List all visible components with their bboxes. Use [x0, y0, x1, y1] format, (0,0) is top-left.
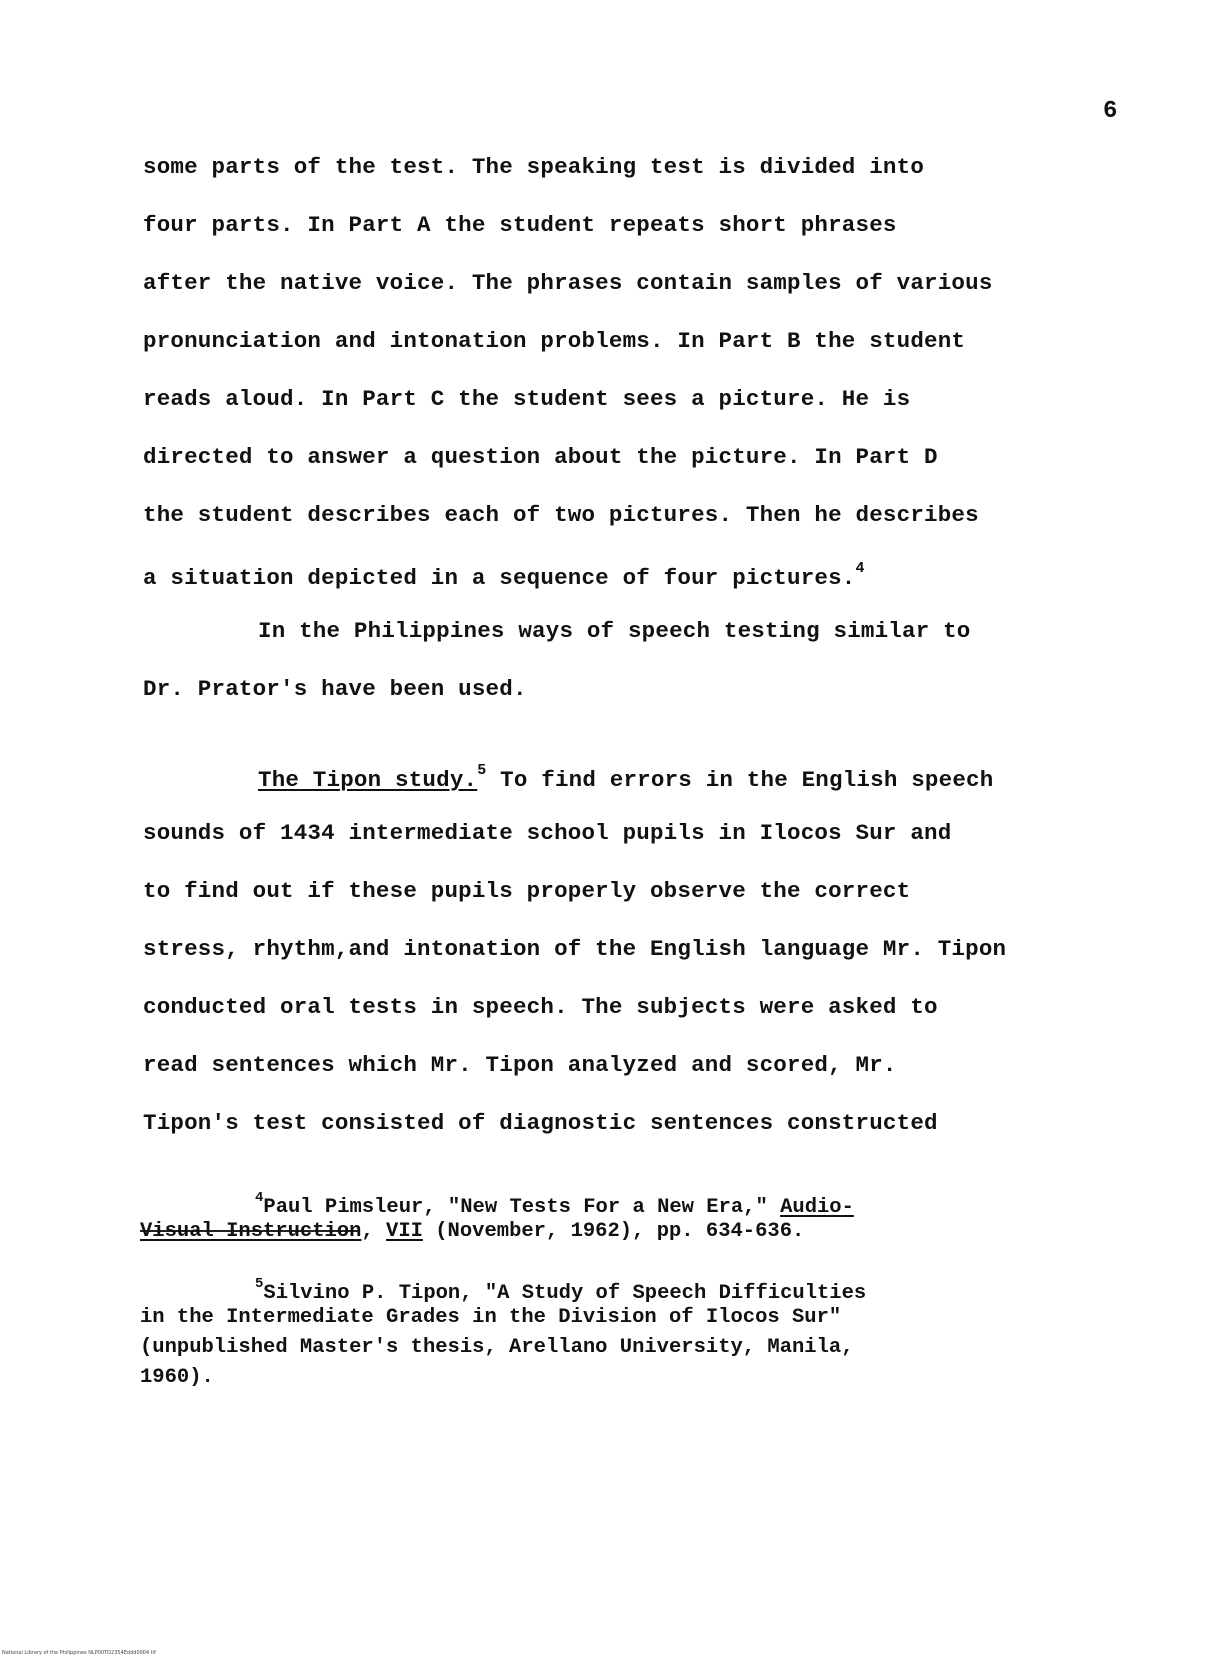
section-line: sounds of 1434 intermediate school pupils in Ilocos Sur and [143, 820, 952, 846]
page-number: 6 [1103, 98, 1118, 125]
paragraph-line: after the native voice. The phrases contain samples of various [143, 270, 993, 296]
section-line: to find out if these pupils properly observe the correct [143, 878, 911, 904]
footnote-ref-5: 5 [477, 762, 487, 779]
body-text [143, 0, 1173, 1658]
footnote-number: 5 [255, 1276, 264, 1292]
section-line: Tipon's test consisted of diagnostic sentences constructed [143, 1110, 938, 1136]
paragraph-line: some parts of the test. The speaking test is divided into [143, 154, 925, 180]
footnote-text: Paul Pimsleur, "New Tests For a New Era," [263, 1196, 781, 1219]
footnote-line [140, 1220, 804, 1243]
paragraph-line: In the Philippines ways of speech testing similar to [258, 618, 971, 644]
footnote-line [255, 1190, 854, 1219]
footnote-line: in the Intermediate Grades in the Division of Ilocos Sur" [140, 1306, 842, 1329]
footnote-text: Silvino P. Tipon, "A Study of Speech Difficulties [263, 1282, 867, 1305]
paragraph-line: Dr. Prator's have been used. [143, 676, 527, 702]
paragraph-text: a situation depicted in a sequence of four pictures. [143, 565, 856, 591]
paragraph-line: pronunciation and intonation problems. In Part B the student [143, 328, 966, 354]
footnote-line: (unpublished Master's thesis, Arellano University, Manila, [140, 1336, 854, 1359]
paragraph-line: the student describes each of two pictures. Then he describes [143, 502, 979, 528]
section-first-line [258, 762, 993, 793]
footnote-text: (November, 1962), pp. 634-636. [422, 1220, 805, 1243]
footnote-number: 4 [255, 1190, 264, 1206]
paragraph-line: four parts. In Part A the student repeats short phrases [143, 212, 897, 238]
section-line: stress, rhythm,and intonation of the English language Mr. Tipon [143, 936, 1007, 962]
paragraph-line: directed to answer a question about the picture. In Part D [143, 444, 938, 470]
footnote-volume: VII [386, 1220, 423, 1243]
paragraph-line-last [143, 560, 865, 591]
footnote-title: Visual Instruction [140, 1220, 362, 1243]
footnote-text: , [361, 1220, 387, 1243]
section-text: To find errors in the English speech [486, 767, 994, 793]
footnote-line: 1960). [140, 1366, 214, 1389]
section-heading: The Tipon study. [258, 767, 478, 793]
footnote-ref-4: 4 [855, 560, 865, 577]
scan-footer: National Library of the Philippines NLP00TD2354Eddd0004 tif [2, 1650, 156, 1656]
footnote-title: Audio- [780, 1196, 854, 1219]
section-line: read sentences which Mr. Tipon analyzed and scored, Mr. [143, 1052, 897, 1078]
paragraph-line: reads aloud. In Part C the student sees a picture. He is [143, 386, 911, 412]
section-line: conducted oral tests in speech. The subjects were asked to [143, 994, 938, 1020]
footnote-line [255, 1276, 866, 1305]
